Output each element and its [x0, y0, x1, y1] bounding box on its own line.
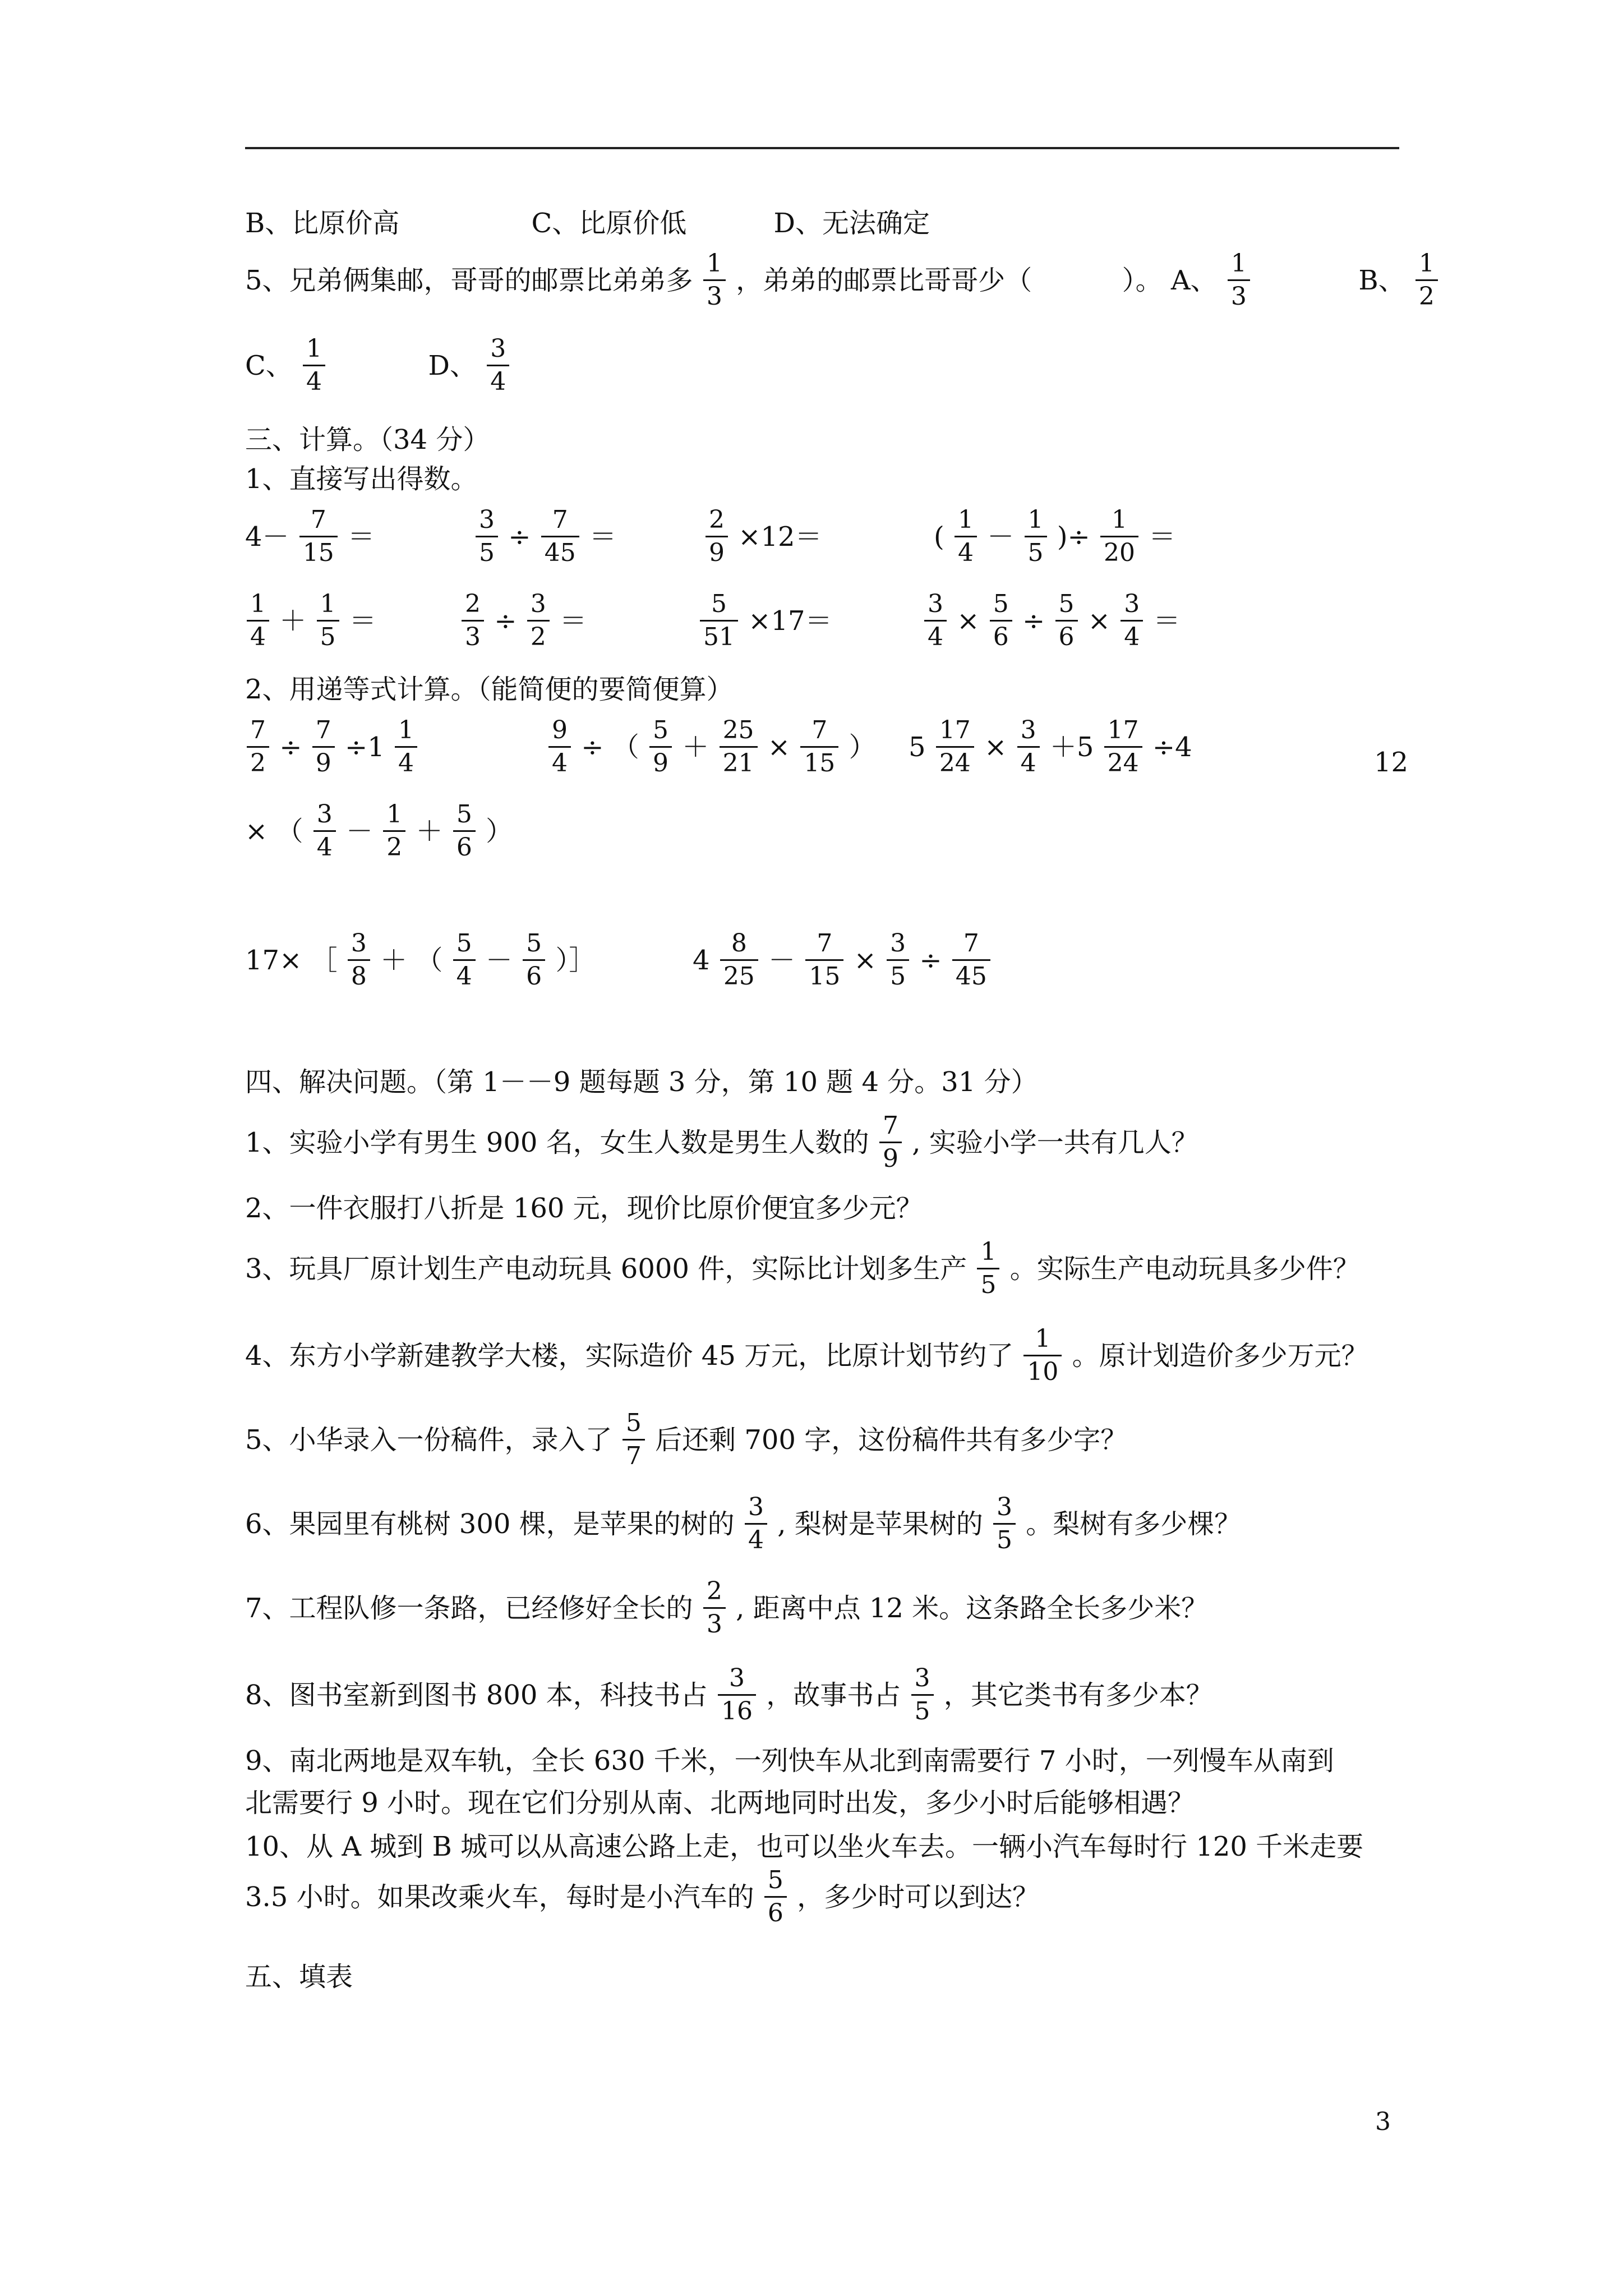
calc-row-3-expr-2: $\frac{9}{4}$ ÷ （ $\frac{5}{9}$ ＋ $\frac{25}{21}$ × $\frac{7}{15}$ ）	[547, 718, 876, 776]
q5-text: ，弟弟的邮票比哥哥少（	[736, 264, 1032, 296]
fraction: $\frac{1}{20}$	[1100, 508, 1138, 565]
section-4-title: 四、解决问题。（第 1－－9 题每题 3 分，第 10 题 4 分。31 分）	[245, 1066, 1038, 1098]
fraction: $\frac{7}{15}$	[805, 931, 843, 989]
fraction: $\frac{2}{9}$	[706, 508, 728, 565]
fraction: $\frac{1}{4}$	[247, 592, 269, 650]
calc-row-2-expr-3: $\frac{5}{51}$ ×17＝	[698, 592, 832, 650]
question-5-options-cd	[245, 334, 511, 396]
section-3-title: 三、计算。（34 分）	[245, 424, 490, 455]
calc-row-2-expr-2: $\frac{2}{3}$ ÷ $\frac{3}{2}$ ＝	[460, 592, 587, 650]
fraction: $\frac{5}{6}$	[1055, 592, 1078, 650]
fraction: $\frac{3}{5}$	[911, 1666, 934, 1724]
problem-9-line-2: 北需要行 9 小时。现在它们分别从南、北两地同时出发，多少小时后能够相遇？	[245, 1787, 1195, 1819]
fraction: $\frac{3}{5}$	[476, 508, 498, 565]
calc-row-1-expr-4: ( $\frac{1}{4}$ － $\frac{1}{5}$ )÷ $\frac{1}{20}$ ＝	[934, 505, 1176, 567]
fraction: $\frac{7}{45}$	[952, 931, 990, 989]
q5-option-a-label: ）。 A、	[1122, 264, 1218, 296]
fraction: $\frac{5}{51}$	[700, 592, 738, 650]
fraction: $\frac{8}{25}$	[720, 931, 758, 989]
fraction: $\frac{2}{3}$	[462, 592, 484, 650]
header-rule	[245, 147, 1399, 149]
fraction: $\frac{17}{24}$	[1104, 718, 1142, 776]
fraction: $\frac{7}{2}$	[247, 718, 269, 776]
section-3-q2-title: 2、用递等式计算。（能简便的要简便算）	[245, 674, 734, 705]
problem-10-line-1: 10、从 A 城到 B 城可以从高速公路上走，也可以坐火车去。一辆小汽车每时行 120 千米走要	[245, 1831, 1364, 1862]
problem-1: 1、实验小学有男生 900 名，女生人数是男生人数的 $\frac{7}{9}$ , 实验小学一共有几人？	[245, 1111, 1198, 1173]
choice-b: B、比原价高	[245, 207, 400, 239]
problem-6: 6、果园里有桃树 300 棵，是苹果的树的 $\frac{3}{4}$ , 梨树是苹果树的 $\frac{3}{5}$ 。梨树有多少棵？	[245, 1493, 1242, 1554]
problem-7: 7、工程队修一条路，已经修好全长的 $\frac{2}{3}$ , 距离中点 12 米。这条路全长多少米？	[245, 1577, 1209, 1639]
problem-8: 8、图书室新到图书 800 本，科技书占 $\frac{3}{16}$ ，故事书占 $\frac{3}{5}$ ，其它类书有多少本？	[245, 1664, 1213, 1726]
calc-row-2-expr-4: $\frac{3}{4}$ × $\frac{5}{6}$ ÷ $\frac{5}{6}$ × $\frac{3}{4}$ ＝	[923, 592, 1181, 650]
fraction: $\frac{3}{5}$	[887, 931, 909, 989]
q5-text: 5、兄弟俩集邮，哥哥的邮票比弟弟多	[245, 264, 693, 296]
problem-2: 2、一件衣服打八折是 160 元，现价比原价便宜多少元？	[245, 1193, 923, 1224]
fraction: $\frac{5}{6}$	[453, 802, 476, 860]
problem-9-line-1: 9、南北两地是双车轨，全长 630 千米，一列快车从北到南需要行 7 小时，一列慢车从南到	[245, 1745, 1334, 1777]
calc-row-5-expr-1: 17× ［ $\frac{3}{8}$ ＋ （ $\frac{5}{4}$ － $\frac{5}{6}$ ）］	[245, 929, 596, 991]
question-5	[245, 251, 1440, 309]
fraction: $\frac{3}{4}$	[1017, 718, 1040, 776]
calc-row-1-expr-2: $\frac{3}{5}$ ÷ $\frac{7}{45}$ ＝	[474, 508, 616, 565]
calc-row-1-expr-1: 4－ $\frac{7}{15}$ ＝	[245, 505, 375, 567]
fraction: $\frac{1}{4}$	[395, 718, 417, 776]
fraction: $\frac{1}{2}$	[383, 802, 405, 860]
calc-row-1-expr-3: $\frac{2}{9}$ ×12＝	[704, 508, 822, 565]
fraction: $\frac{3}{4}$	[924, 592, 947, 650]
fraction: $\frac{3}{4}$	[1121, 592, 1143, 650]
fraction: $\frac{7}{9}$	[879, 1114, 902, 1171]
q5-option-b-label: B、	[1358, 264, 1405, 296]
problem-4: 4、东方小学新建教学大楼，实际造价 45 万元，比原计划节约了 $\frac{1}{10}$ 。原计划造价多少万元？	[245, 1324, 1368, 1386]
fraction: $\frac{1}{5}$	[977, 1240, 999, 1297]
q5-option-c-label: C、	[245, 349, 293, 381]
fraction: $\frac{1}{3}$	[703, 251, 726, 309]
choice-d: D、无法确定	[773, 207, 930, 239]
fraction: $\frac{7}{9}$	[312, 718, 335, 776]
fraction: $\frac{17}{24}$	[936, 718, 974, 776]
fraction: $\frac{5}{6}$	[990, 592, 1012, 650]
calc-row-4-expr: × （ $\frac{3}{4}$ － $\frac{1}{2}$ ＋ $\frac{5}{6}$ ）	[245, 800, 513, 862]
calc-row-3-expr-3: 5 $\frac{17}{24}$ × $\frac{3}{4}$ ＋5 $\frac{17}{24}$ ÷4	[909, 716, 1192, 777]
q5-option-d-label: D、	[428, 349, 477, 381]
fraction: $\frac{5}{6}$	[523, 931, 545, 989]
fraction: $\frac{5}{6}$	[764, 1868, 787, 1926]
fraction: $\frac{7}{15}$	[299, 508, 338, 565]
fraction: $\frac{3}{4}$	[745, 1495, 767, 1553]
problem-5: 5、小华录入一份稿件，录入了 $\frac{5}{7}$ 后还剩 700 字，这份稿件共有多少字？	[245, 1409, 1128, 1470]
fraction: $\frac{3}{4}$	[313, 802, 336, 860]
section-5-title: 五、填表	[245, 1961, 353, 1993]
fraction: $\frac{2}{3}$	[703, 1579, 726, 1637]
fraction: $\frac{1}{5}$	[1025, 508, 1047, 565]
fraction: $\frac{1}{2}$	[1415, 251, 1438, 309]
choice-c: C、比原价低	[531, 207, 687, 239]
fraction: $\frac{3}{8}$	[348, 931, 370, 989]
calc-row-3-expr-1: $\frac{7}{2}$ ÷ $\frac{7}{9}$ ÷1 $\frac{1}{4}$	[245, 718, 419, 776]
fraction: $\frac{3}{4}$	[487, 337, 509, 394]
choices-row	[245, 208, 930, 237]
fraction: $\frac{1}{5}$	[317, 592, 339, 650]
section-3-q1-title: 1、直接写出得数。	[245, 463, 478, 495]
fraction: $\frac{25}{21}$	[720, 718, 758, 776]
problem-10-line-2: 3.5 小时。如果改乘火车，每时是小汽车的 $\frac{5}{6}$ ，多少时可以到达？	[245, 1866, 1040, 1927]
calc-row-3-expr-4-prefix: 12	[1374, 747, 1409, 778]
fraction: $\frac{5}{7}$	[623, 1411, 645, 1469]
fraction: $\frac{1}{3}$	[1228, 251, 1250, 309]
fraction: $\frac{1}{10}$	[1023, 1327, 1062, 1384]
fraction: $\frac{3}{5}$	[993, 1495, 1016, 1553]
fraction: $\frac{9}{4}$	[548, 718, 571, 776]
calc-row-5-expr-2: 4 $\frac{8}{25}$ － $\frac{7}{15}$ × $\frac{3}{5}$ ÷ $\frac{7}{45}$	[693, 931, 992, 989]
fraction: $\frac{3}{2}$	[527, 592, 550, 650]
fraction: $\frac{1}{4}$	[303, 337, 325, 394]
problem-3: 3、玩具厂原计划生产电动玩具 6000 件，实际比计划多生产 $\frac{1}{5}$ 。实际生产电动玩具多少件？	[245, 1237, 1360, 1299]
fraction: $\frac{7}{15}$	[800, 718, 838, 776]
page-number: 3	[1375, 2108, 1391, 2136]
calc-row-2-expr-1: $\frac{1}{4}$ ＋ $\frac{1}{5}$ ＝	[245, 592, 376, 650]
fraction: $\frac{3}{16}$	[718, 1666, 756, 1724]
fraction: $\frac{1}{4}$	[955, 508, 977, 565]
fraction: $\frac{5}{4}$	[453, 931, 476, 989]
fraction: $\frac{5}{9}$	[649, 718, 672, 776]
fraction: $\frac{7}{45}$	[541, 508, 579, 565]
